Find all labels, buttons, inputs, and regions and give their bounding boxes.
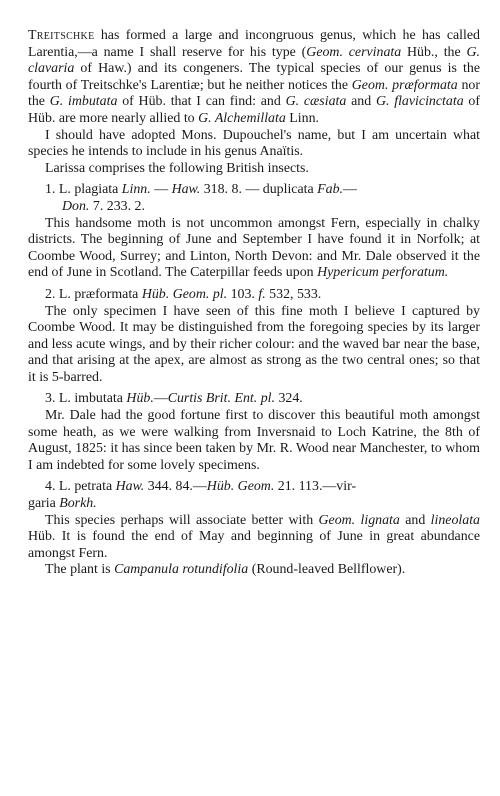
text-run: 344. 84.— [144,479,207,495]
text-run: 2. L. præformata [45,286,142,302]
species-entry-petrata [28,479,480,512]
text-run: This handsome moth is not uncommon amongst Fern, especially in chalky districts. The beginning of June and September I have found it in Norfolk; at Coombe Wood, Surrey; and Linton, North Devon: and Mr. Dale observed it the end of June in Scotland. The Caterpillar feeds upon [28,215,480,281]
text-run: This species perhaps will associate better with [45,512,319,528]
text-run: and [346,94,376,110]
paragraph-larissa [28,161,480,178]
entry-line [45,182,357,197]
text-run: 324. [274,391,303,407]
italic-run: Geom. lignata [318,512,400,528]
text-run: of Hüb. that I can find: and [117,94,286,110]
text-run: 7. 233. 2. [89,198,145,214]
italic-run: Hüb. Geom. pl. [141,286,228,302]
text-run: Larissa comprises the following British insects. [45,160,309,176]
text-run: The only specimen I have seen of this fine moth I believe I captured by Coombe Wood. It may be distinguished from the foregoing species by its larger and less acute wings, and by their richer colour: and the waved bar near the base, and that arising at the apex, are almost as strong as the two central ones; so that it is 5-barred. [28,303,480,385]
species-entry-plagiata [28,182,480,215]
italic-run: G. clavaria [28,44,480,77]
text-run: Mr. Dale had the good fortune first to discover this beautiful moth amongst some heath, as we were walking from Inversnaid to Loch Katrine, the 8th of August, 1825: it has since been taken by Mr. R. Wood near Manchester, to whom I am indebted for some lovely specimens. [28,408,480,473]
paragraph-larentia [28,28,480,128]
text-run: Linn. [285,110,319,126]
italic-run: Borkh. [59,496,97,512]
italic-run: Curtis Brit. Ent. pl. [167,391,275,407]
text-run: 318. 8. — duplicata [200,182,318,198]
text-run: 1. L. plagiata [45,182,122,198]
entry-continuation [28,199,480,216]
italic-run: Geom. cervinata [306,44,402,60]
text-run: Hüb., the [401,44,467,60]
italic-run: lineolata [430,512,480,528]
paragraph-petrata-description [28,513,480,563]
paragraph-plagiata-description [28,216,480,282]
italic-run: f. [258,286,266,302]
text-run: of Haw.) and its congeners. The typical species of our genus is the fourth of Treitschke's Larentiæ; but he neither notices the [28,61,480,93]
italic-run: Hypericum perforatum. [317,265,449,281]
italic-run: Don. [62,198,90,214]
italic-run: Linn. [121,182,151,198]
text-run: garia [28,496,60,512]
italic-run: Fab. [317,182,343,198]
text-run: 21. 113.—vir- [274,479,357,495]
species-entry-imbutata [28,391,480,408]
paragraph-dupouchel [28,128,480,161]
italic-run: Haw. [115,479,145,495]
text-run: has formed a large and incongruous genus, which he has called Larentia,—a name I shall reserve for his type ( [28,28,480,60]
text-run: — [150,182,172,198]
italic-run: Campanula rotundifolia [114,562,249,578]
italic-run: G. imbutata [49,94,118,110]
text-run: of Hüb. are more nearly allied to [28,94,480,126]
text-run: nor the [28,77,480,110]
text-run: I should have adopted Mons. Dupouchel's name, but I am uncertain what species he intends to include in his genus Anaïtis. [28,127,480,160]
paragraph-praeformata-description [28,304,480,387]
italic-run: G. Alchemillata [198,110,286,126]
entry-continuation [28,496,480,513]
italic-run: Haw. [171,182,201,198]
paragraph-plant-note [28,562,480,579]
text-run: and [399,512,431,528]
paragraph-imbutata-description [28,408,480,474]
small-caps-run: Treitschke [28,28,95,43]
text-run: (Round-leaved Bellflower). [248,562,406,578]
text-run: Hüb. It is found the end of May and beginning of June in great abundance amongst Fern. [28,529,480,561]
text-run: 3. L. imbutata [45,391,127,407]
text-run: — [343,182,357,198]
italic-run: G. cæsiata [285,94,347,110]
page-text [28,28,480,579]
text-run: 532, 533. [265,286,322,302]
species-entry-praeformata [28,287,480,304]
entry-line [45,479,356,494]
text-run: — [153,391,168,407]
text-run: 103. [227,286,259,302]
text-run: 4. L. petrata [45,479,116,495]
italic-run: Hüb. Geom. [206,479,275,495]
italic-run: Geom. præformata [351,77,458,93]
text-run: The plant is [45,562,115,578]
italic-run: G. flavicinctata [375,94,464,110]
italic-run: Hüb. [126,391,154,407]
